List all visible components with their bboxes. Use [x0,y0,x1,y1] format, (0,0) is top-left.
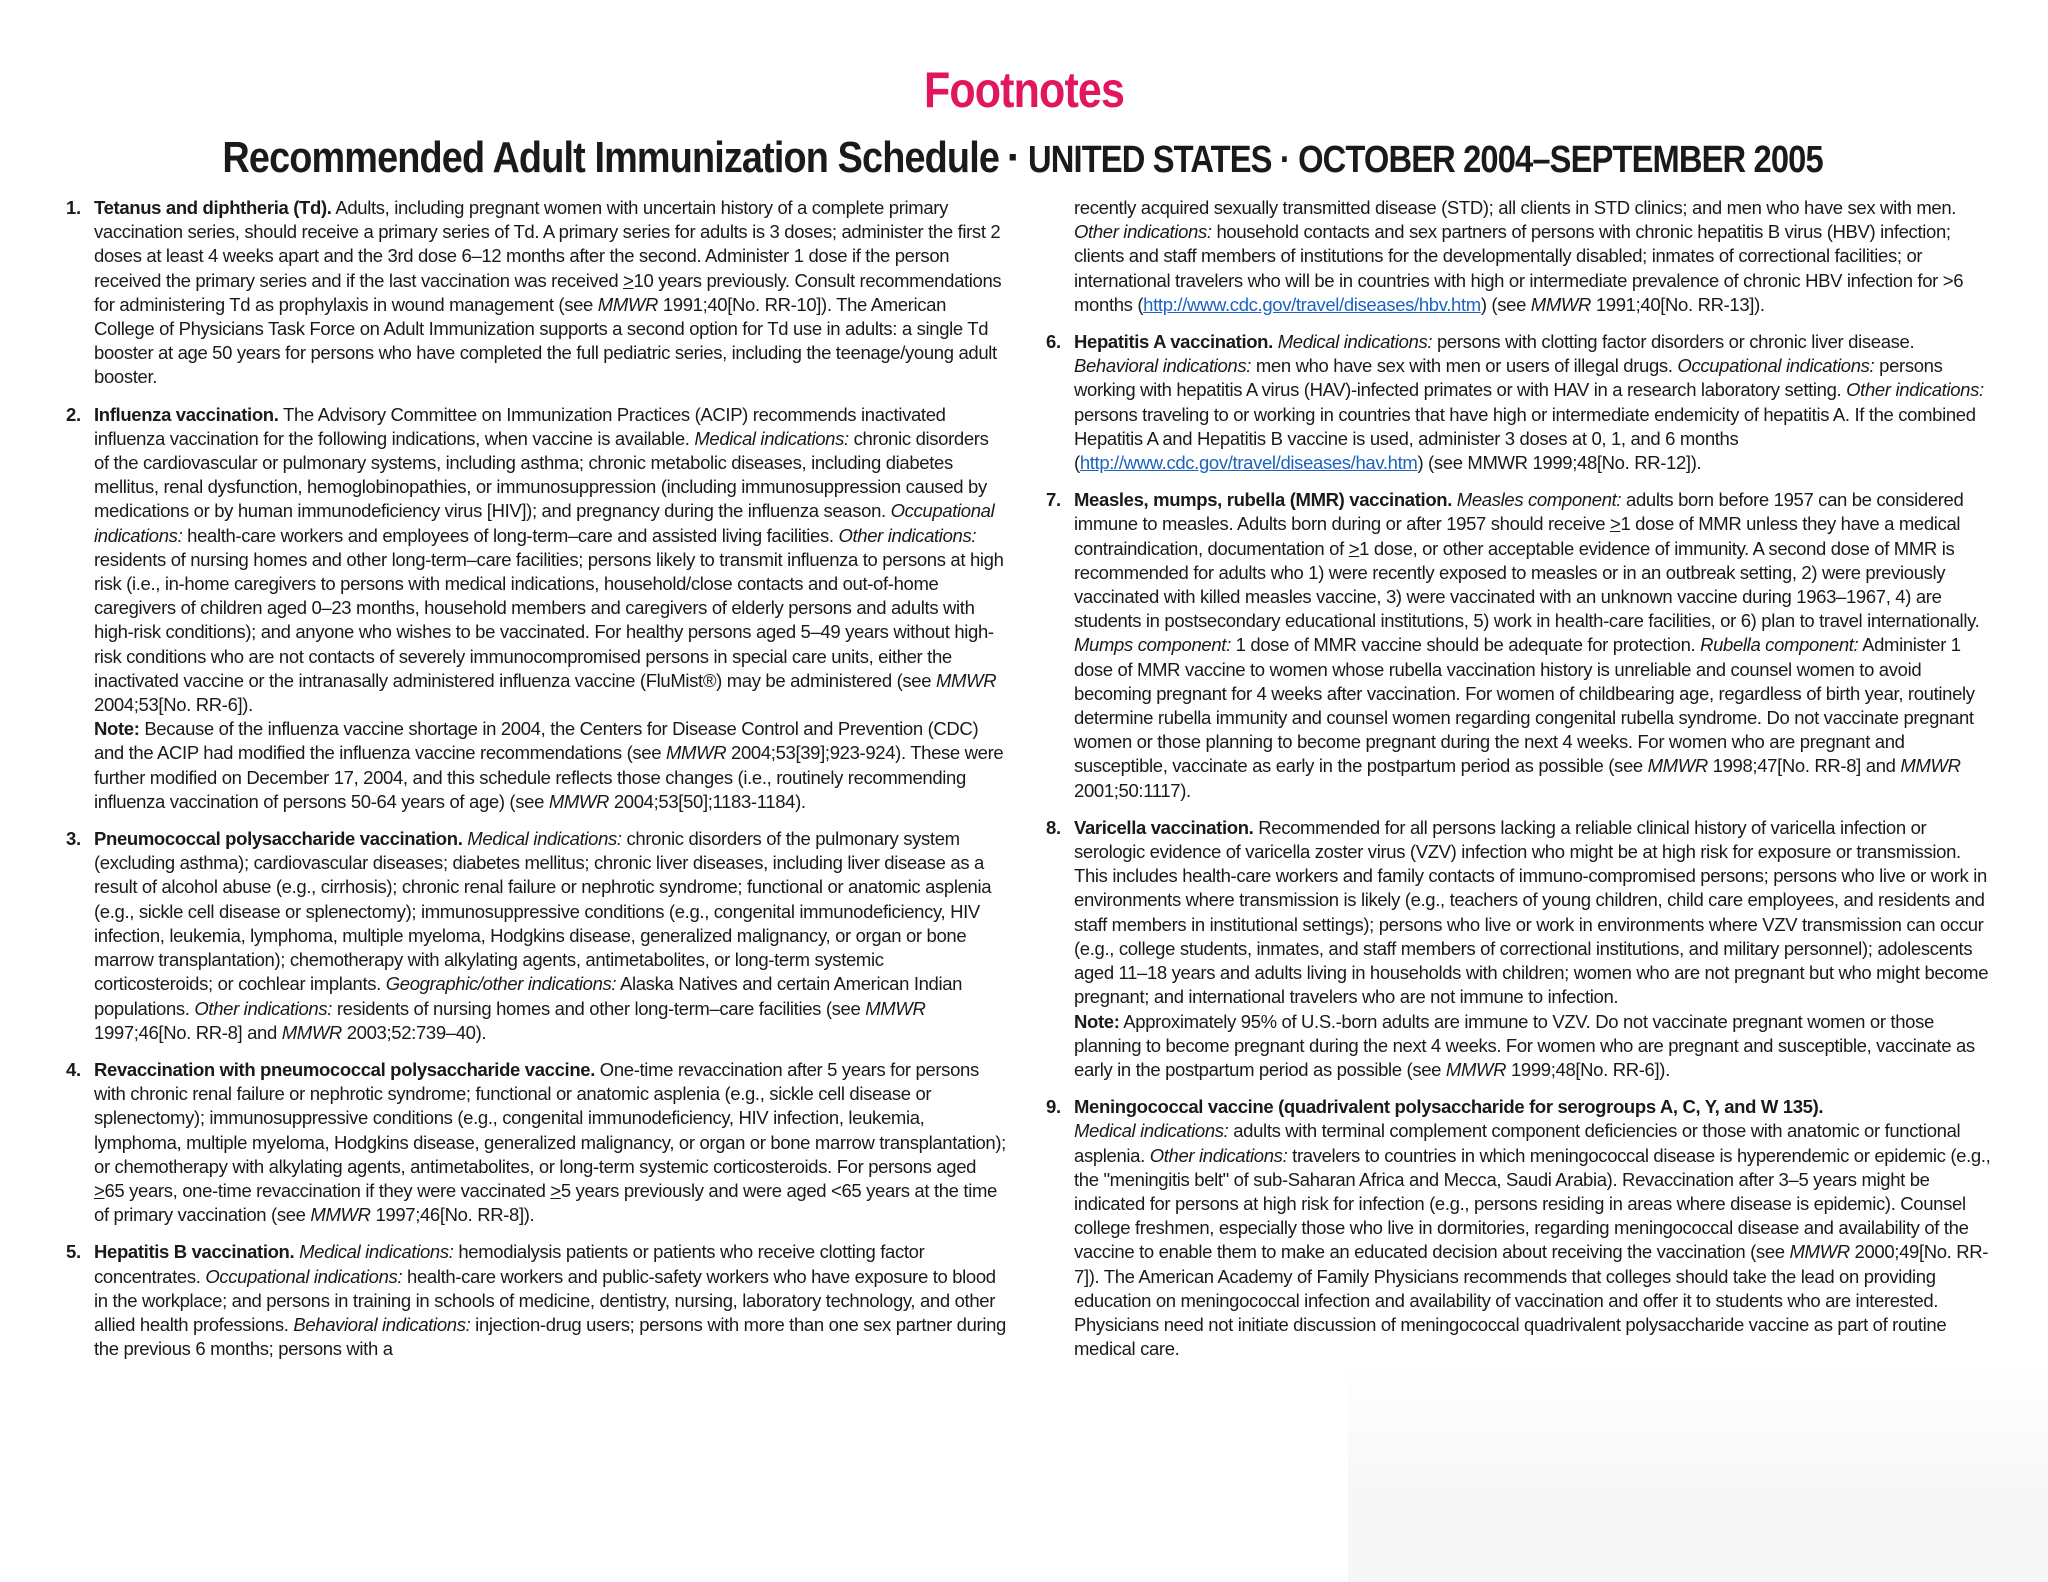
indication-label: Geographic/other indications: [385,973,617,995]
greater-equal-symbol: > [550,1179,561,1201]
footnote-text: Administer 1 dose of MMR vaccine to women whose rubella vaccination history is unreliable and counsel women to avoid becoming pregnant for 4 weeks after vaccination. For women of childbearing age, regardless of birth year, routinely determine rubella immunity and counsel women regarding congenital rubella syndrome. Do not vaccinate pregnant women or those planning to become pregnant during the next 4 weeks. For women who are pregnant and susceptible, vaccinate as early in the postpartum period as possible (see [1074,634,1975,777]
footnote-text: 1997;46[No. RR-8]). [370,1204,535,1226]
indication-label: Mumps component: [1074,634,1231,656]
indication-label: Other indications: [1074,221,1212,243]
footnote-8 [1046,816,1991,1082]
footnote-text: 2004;53[No. RR-6]). [94,694,253,716]
greater-equal-symbol: > [1609,513,1621,535]
footnote-lead: Influenza vaccination. [94,403,279,425]
indication-label: Medical indications: [1074,1120,1229,1142]
footnote-text: 1991;40[No. RR-10]). The American College of Physicians Task Force on Adult Immunization supports a second option for Td use in adults: a single Td booster at age 50 years for persons who have completed the full pediatric series, including the teenage/young adult booster. [94,293,997,388]
footnote-number: 2. [66,403,81,425]
footnote-text: ) (see MMWR 1999;48[No. RR-12]). [1417,452,1702,474]
footnote-text: men who have sex with men or users of illegal drugs. [1251,355,1678,377]
hbv-link[interactable]: http://www.cdc.gov/travel/diseases/hbv.htm [1143,293,1481,315]
footnote-text: injection-drug users; persons with more than one sex partner during the previous 6 months; persons with a [94,1313,1006,1360]
footnote-text: residents of nursing homes and other long-term–care facilities (see [332,997,866,1019]
footnote-number: 5. [66,1241,81,1263]
footnote-number: 6. [1046,331,1061,353]
footnote-text: 2000;49[No. RR-7]). The American Academy of Family Physicians recommends that colleges should take the lead on providing education on meningococcal infection and availability of vaccination and offer it to students who are interested. Physicians need not initiate discussion of meningococcal quadrivalent polysaccharide vaccine as part of routine medical care. [1074,1241,1989,1360]
note-text: 2004;53[39];923-924). These were further modified on December 17, 2004, and this schedule reflects those changes (i.e., routinely recommending influenza vaccination of persons 50-64 years of age) (see [94,742,1004,812]
indication-label: Medical indications: [294,1241,454,1263]
note-label: Note: [1074,1010,1120,1032]
footnote-lead: Hepatitis A vaccination. [1074,331,1273,353]
footnote-text: chronic disorders of the pulmonary system (excluding asthma); cardiovascular diseases; diabetes mellitus; chronic liver diseases, including liver disease as a result of alcohol abuse (e.g., cirrhosis); chronic renal failure or nephrotic syndrome; functional or anatomic asplenia (e.g., sickle cell disease or splenectomy); immunosuppressive conditions (e.g., congenital immunodeficiency, HIV infection, leukemia, lymphoma, multiple myeloma, Hodgkins disease, generalized malignancy, or organ or bone marrow transplantation); chemotherapy with alkylating agents, antimetabolites, or long-term systemic corticosteroids; or cochlear implants. [94,828,992,995]
footnote-lead: Measles, mumps, rubella (MMR) vaccination. [1074,489,1453,511]
indication-label: Medical indications: [1272,331,1433,353]
footnote-number: 7. [1046,489,1061,511]
title-dates: OCTOBER 2004–SEPTEMBER 2005 [1298,139,1824,181]
footnote-text: household contacts and sex partners of persons with chronic hepatitis B virus (HBV) infection; clients and staff members of institutions for the developmentally disabled; inmates of correctional facilities; or international travelers who will be in countries with high or intermediate prevalence of chronic HBV infection for >6 months ( [1074,221,1964,315]
greater-equal-symbol: > [623,269,634,291]
footnote-text: chronic disorders of the cardiovascular or pulmonary systems, including asthma; chronic metabolic diseases, including diabetes mellitus, renal dysfunction, hemoglobinopathies, or immunosuppression (including immunosuppression caused by medications or by human immunodeficiency virus [HIV]); and pregnancy during the influenza season. [94,427,989,522]
footnote-2 [66,403,1006,814]
indication-label: Other indications: [1846,379,1984,401]
mmwr-ref: MMWR [1647,755,1708,777]
footnote-lead: Tetanus and diphtheria (Td). [94,197,332,218]
background-shade [1348,1362,2048,1582]
note-text: Approximately 95% of U.S.-born adults are immune to VZV. Do not vaccinate pregnant women or those planning to become pregnant during the next 4 weeks. For women who are pregnant and susceptible, vaccinate as early in the postpartum period as possible (see [1074,1010,1975,1080]
footnote-1 [66,196,1006,390]
footnote-number: 8. [1046,816,1061,838]
footnote-text: persons traveling to or working in countries that have high or intermediate endemicity of hepatitis A. If the combined Hepatitis A and Hepatitis B vaccine is used, administer 3 doses at 0, 1, and 6 months ( [1074,403,1976,474]
footnote-text: 1 dose, or other acceptable evidence of immunity. A second dose of MMR is recommended for adults who 1) were recently exposed to measles or in an outbreak setting, 2) were previously vaccinated with killed measles vaccine, 3) were vaccinated with an unknown vaccine during 1963–1967, 4) are students in postsecondary educational institutions, 5) work in health-care facilities, or 6) plan to travel internationally. [1074,537,1980,632]
title-separator: · [1006,133,1021,182]
footnote-text: 1 dose of MMR vaccine should be adequate for protection. [1230,634,1701,656]
footnote-text: 1997;46[No. RR-8] and [94,1021,282,1043]
footnote-9 [1046,1095,1991,1361]
footnote-text: 2003;52:739–40). [341,1021,487,1043]
mmwr-ref: MMWR [865,997,926,1019]
footnote-text: 1 dose of MMR unless they have a medical contraindication, documentation of [1074,513,1961,559]
footnote-lead: Revaccination with pneumococcal polysaccharide vaccine. [94,1058,595,1080]
footnote-text: residents of nursing homes and other long-term–care facilities; persons likely to transmit influenza to persons at high risk (i.e., in-home caregivers to persons with medical indications, household/close contacts and out-of-home caregivers of children aged 0–23 months, household members and caregivers of elderly persons and adults with high-risk conditions); and anyone who wishes to be vaccinated. For healthy persons aged 5–49 years without high-risk conditions who are not contacts of severely immunocompromised persons in special care units, either the inactivated vaccine or the intranasally administered influenza vaccine (FluMist®) may be administered (see [94,548,1004,691]
note-text: Because of the influenza vaccine shortage in 2004, the Centers for Disease Control and Prevention (CDC) and the ACIP had modified the influenza vaccine recommendations (see [94,718,979,764]
indication-label: Medical indications: [462,828,622,850]
note-label: Note: [94,718,140,740]
footnote-lead: Varicella vaccination. [1074,816,1254,838]
footnote-text: recently acquired sexually transmitted disease (STD); all clients in STD clinics; and men who have sex with men. [1074,197,1957,218]
greater-equal-symbol: > [94,1179,105,1201]
footnote-lead: Pneumococcal polysaccharide vaccination. [94,828,463,850]
mmwr-ref: MMWR [1445,1058,1507,1080]
footnote-text: The Advisory Committee on Immunization Practices (ACIP) recommends inactivated influenza vaccination for the following indications, when vaccine is available. [94,403,946,449]
mmwr-ref: MMWR [1789,1241,1850,1263]
title-country-dates [1028,132,1823,188]
indication-label: Behavioral indications: [293,1313,471,1335]
footnote-number: 4. [66,1058,81,1080]
right-column [1046,196,1991,1374]
footnote-lead: Hepatitis B vaccination. [94,1241,295,1263]
greater-equal-symbol: > [1348,537,1360,559]
footnote-text: 1998;47[No. RR-8] and [1707,755,1901,777]
mmwr-ref: MMWR [310,1204,371,1226]
footnote-number: 1. [66,197,81,218]
indication-label: Occupational indications: [205,1265,403,1287]
footnote-text: One-time revaccination after 5 years for persons with chronic renal failure or nephrotic syndrome; functional or anatomic asplenia (e.g., sickle cell disease or splenectomy); immunosuppressive conditions (e.g., congenital immunodeficiency, HIV infection, leukemia, lymphoma, multiple myeloma, Hodgkins disease, generalized malignancy, or organ or bone marrow transplantation); or chemotherapy with alkylating agents, antimetabolites, or long-term systemic corticosteroids. For persons aged [94,1058,1006,1177]
footnote-text: 2001;50:1117). [1074,779,1191,801]
hav-link[interactable]: http://www.cdc.gov/travel/diseases/hav.htm [1079,452,1418,474]
indication-label: Occupational indications: [1677,355,1875,377]
footnote-7 [1046,488,1991,803]
footnote-text: adults born before 1957 can be considered immune to measles. Adults born during or after 1957 should receive [1074,489,1964,535]
page-heading: Footnotes [923,62,1125,118]
indication-label: Behavioral indications: [1074,355,1252,377]
footnote-text: health-care workers and public-safety workers who have exposure to blood in the workplace; and persons in training in schools of medicine, dentistry, nursing, laboratory technology, and other allied health professions. [94,1265,996,1335]
indication-label: Other indications: [838,524,977,546]
footnote-text: 10 years previously. Consult recommendations for administering Td as prophylaxis in wound management (see [94,269,1002,315]
mmwr-ref: MMWR [935,669,997,691]
footnote-text: adults with terminal complement component deficiencies or those with anatomic or functional asplenia. [1074,1120,1961,1166]
footnote-text: health-care workers and employees of long-term–care and assisted living facilities. [182,524,839,546]
note-text: 1999;48[No. RR-6]). [1506,1058,1670,1080]
title-country: UNITED STATES [1028,139,1272,181]
footnote-6 [1046,330,1991,475]
mmwr-ref: MMWR [665,742,727,764]
footnote-text: 5 years previously and were aged <65 years at the time of primary vaccination (see [94,1179,997,1226]
footnote-5 [66,1240,1006,1361]
indication-label: Rubella component: [1700,634,1859,656]
mmwr-ref: MMWR [548,790,610,812]
page-title [0,130,2048,188]
footnote-text: Adults, including pregnant women with uncertain history of a complete primary vaccination series, should receive a primary series of Td. A primary series for adults is 3 doses; administer the first 2 doses at least 4 weeks apart and the 3rd dose 6–12 months after the second. Administer 1 dose if the person received the primary series and if the last vaccination was received [94,197,1001,291]
footnote-text: travelers to countries in which meningococcal disease is hyperendemic or epidemic (e.g., the "meningitis belt" of sub-Saharan Africa and Mecca, Saudi Arabia). Revaccination after 3–5 years might be indicated for persons at high risk for infection (e.g., persons residing in areas where disease is epidemic). Counsel college freshmen, especially those who live in dormitories, regarding meningococcal disease and availability of the vaccine to enable them to make an educated decision about receiving the vaccination (see [1074,1144,1991,1263]
left-column [66,196,1006,1374]
mmwr-ref: MMWR [1900,755,1961,777]
footnote-text: Recommended for all persons lacking a reliable clinical history of varicella infection or serologic evidence of varicella zoster virus (VZV) infection who might be at high risk for exposure or transmission. This includes health-care workers and family contacts of immuno-compromised persons; persons who live or work in environments where transmission is likely (e.g., teachers of young children, child care employees, and residents and staff members in institutional settings); persons who live or work in environments where VZV transmission can occur (e.g., college students, inmates, and staff members of correctional institutions, and military personnel); adolescents aged 11–18 years and adults living in households with children; women who are not pregnant but who might become pregnant; and international travelers who are not immune to infection. [1074,816,1989,1008]
footnote-text: persons working with hepatitis A virus (HAV)-infected primates or with HAV in a research laboratory setting. [1074,355,1943,401]
footnote-number: 9. [1046,1096,1061,1118]
footnote-text: 65 years, one-time revaccination if they were vaccinated [104,1179,551,1201]
mmwr-ref: MMWR [1530,293,1592,315]
indication-label: Other indications: [1149,1144,1288,1166]
footnote-lead: Meningococcal vaccine (quadrivalent polysaccharide for serogroups A, C, Y, and W 135). [1074,1096,1824,1118]
footnote-text: Alaska Natives and certain American Indian populations. [94,973,963,1019]
mmwr-ref: MMWR [597,293,659,315]
footnote-3 [66,827,1006,1045]
footnote-number: 3. [66,828,81,850]
note-text: 2004;53[50];1183-1184). [609,790,806,812]
footnote-text: 1991;40[No. RR-13]). [1591,293,1765,315]
mmwr-ref: MMWR [281,1021,342,1043]
indication-label: Measles component: [1452,489,1622,511]
footnote-4 [66,1058,1006,1227]
footnote-text: ) (see [1480,293,1531,315]
indication-label: Medical indications: [694,427,849,449]
indication-label: Other indications: [194,997,333,1019]
footnote-5-continued [1046,196,1991,317]
indication-label: Occupational indications: [94,500,995,546]
title-main: Recommended Adult Immunization Schedule [221,133,999,182]
title-separator-2: · [1280,139,1291,181]
footnote-text: persons with clotting factor disorders or chronic liver disease. [1432,331,1915,353]
footnote-text: hemodialysis patients or patients who receive clotting factor concentrates. [94,1241,925,1287]
